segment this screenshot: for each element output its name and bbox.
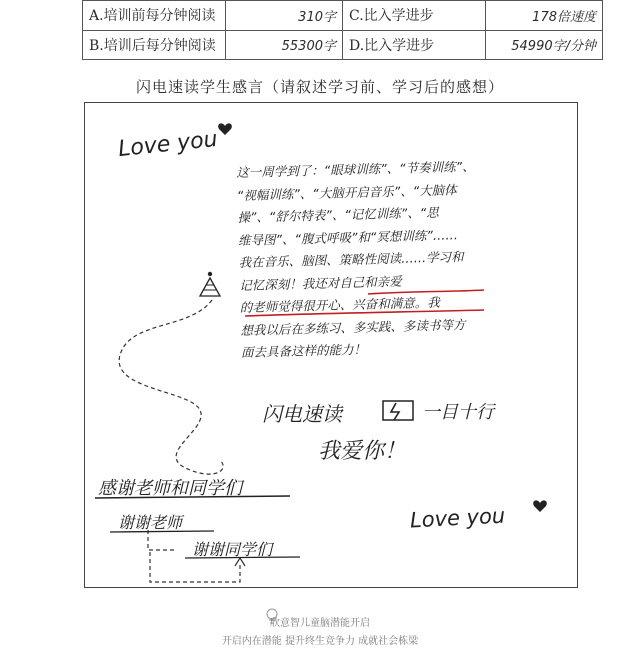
footer-slogan: 开启内在潜能 提升终生竞争力 成就社会栋梁: [221, 636, 419, 647]
pinwheel-icon: [200, 272, 220, 296]
score-value-a: 310字: [226, 1, 343, 31]
book-lightning-icon: [383, 401, 413, 420]
slogan-love: 我爱你！: [318, 439, 407, 464]
essay-line: 想我以后在多练习、多实践、多读书等方: [240, 316, 466, 338]
essay-text: [236, 155, 501, 364]
heart-icon: [533, 500, 547, 512]
essay-line: 我在音乐、脑图、策略性阅读……学习和: [238, 249, 464, 270]
thanks-classmates: 谢谢同学们: [192, 540, 273, 559]
lightning-icon: [391, 403, 399, 420]
score-label-d: D.比入学进步: [343, 30, 486, 60]
essay-line: 记忆深刻！我还对自己和亲爱: [239, 273, 402, 293]
essay-line: 面去具备这样的能力！: [240, 341, 367, 360]
essay-line: “视幅训练”、“大脑开启音乐”、“大脑体: [236, 181, 457, 203]
score-label-c: C.比入学进步: [343, 1, 486, 31]
heart-icon: [218, 123, 232, 135]
thanks-main: 感谢老师和同学们: [98, 478, 242, 499]
section-title: 闪电速读学生感言（请叙述学习前、学习后的感想）: [135, 78, 504, 96]
essay-line: 操”、“舒尔特表”、“记忆训练”、“思: [237, 204, 439, 225]
essay-line: 的老师觉得很开心、兴奋和满意。我: [239, 294, 440, 315]
slogan-left: 闪电速读: [262, 402, 342, 426]
dashed-swirl: [119, 300, 223, 474]
footer-brand: 欣意智儿童脑潜能开启: [270, 618, 370, 629]
score-value-d: 54990字/分钟: [486, 30, 603, 60]
score-label-a: A.培训前每分钟阅读: [83, 1, 226, 31]
love-you-bottom: Love you: [409, 503, 506, 533]
essay-line: 维导图”、“腹式呼吸”和“冥想训练”……: [237, 226, 459, 248]
essay-line: 这一周学到了：“眼球训练”、“节奏训练”、: [236, 158, 475, 180]
love-you-top: Love you: [116, 126, 219, 163]
score-value-c: 178倍速度: [486, 1, 603, 31]
slogan-right: 一目十行: [422, 402, 494, 423]
score-label-b: B.培训后每分钟阅读: [83, 30, 226, 60]
thanks-teacher: 谢谢老师: [118, 513, 183, 532]
score-value-b: 55300字: [226, 30, 343, 60]
